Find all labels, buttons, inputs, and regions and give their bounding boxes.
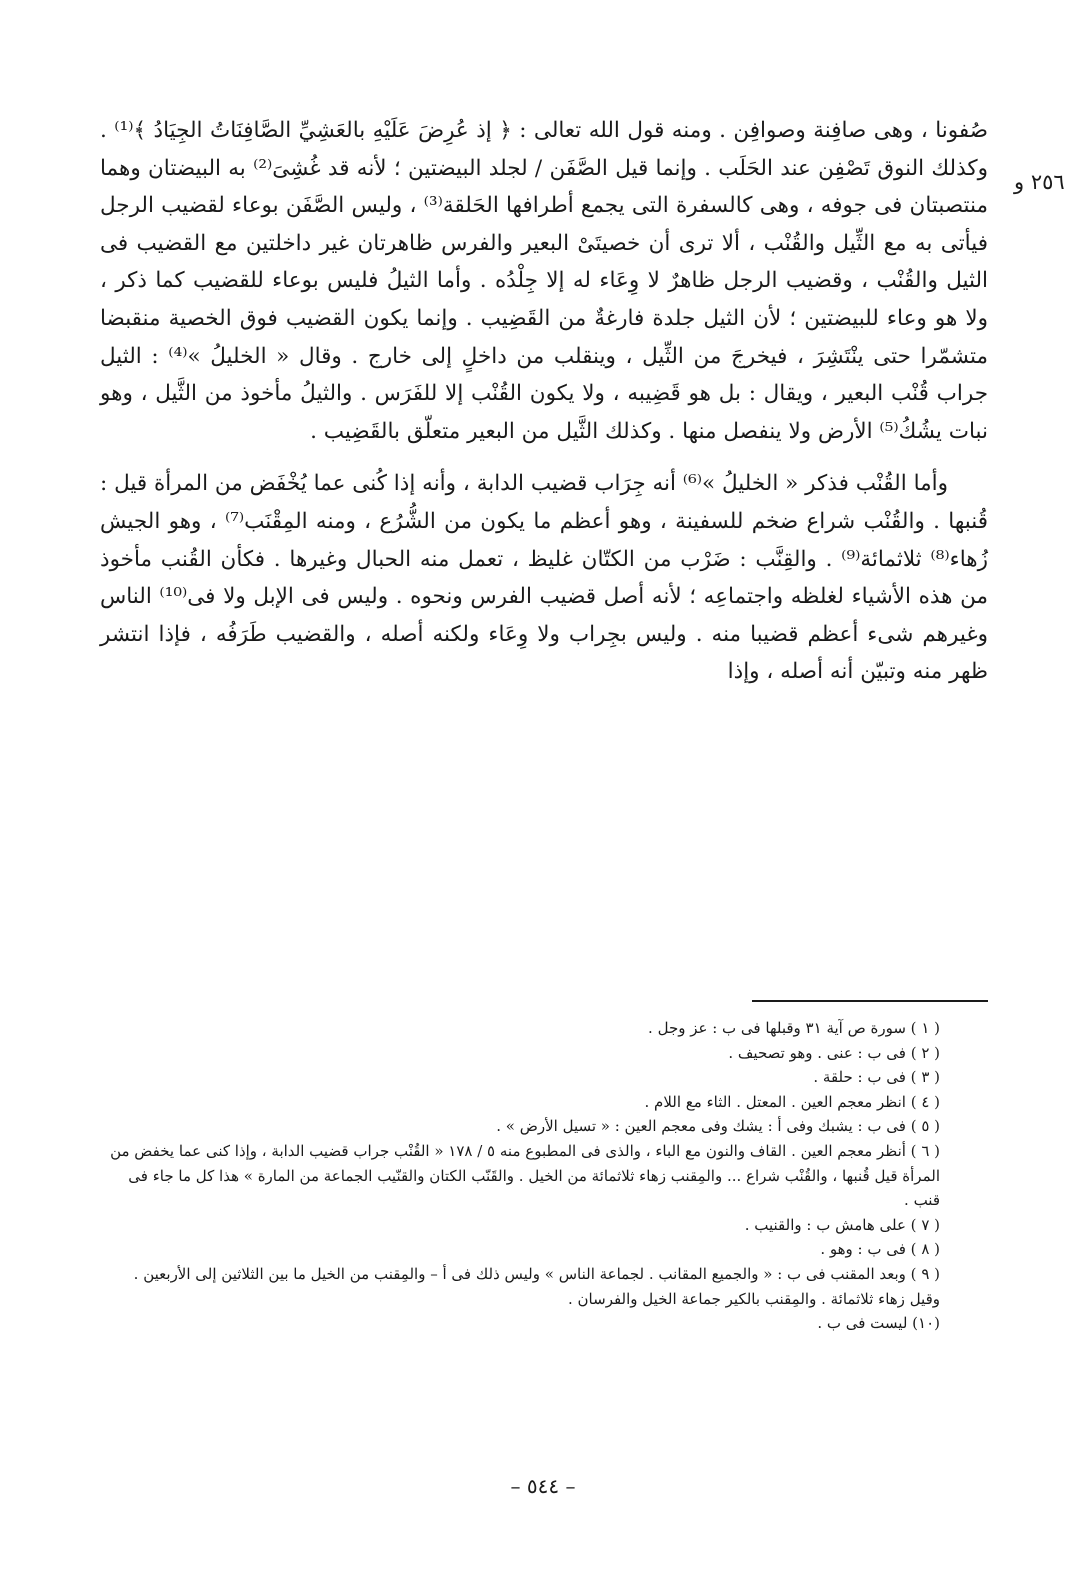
footnote: ( ٧ ) على هامش ب : والقنيب . <box>744 1215 940 1234</box>
paragraph: وأما القُنْب فذكر « الخليلُ »⁽⁶⁾ أنه جِرَاب قضيب الدابة ، وأنه إذا كُنى عما يُخْفَض من المرأة قيل : قُنبها . والقُنْب شراع ضخم للسفينة ، وهو أعظم ما يكون من الشُّرُع ، ومنه المِقْنَب⁽⁷⁾ ، وهو الجيش زُهاء⁽⁸⁾ ثلاثمائة⁽⁹⁾ . والقِنَّب : ضَرْب من الكتّان غليظ ، تعمل منه الحبال وغيرها . فكأن القُنب مأخوذ من هذه الأشياء لغلظه واجتماعِه ؛ لأنه أصل قضيب الفرس ونحوه . وليس فى الإبل ولا فى⁽¹⁰⁾ الناس وغيرهم شىء أعظم قضيبا منه . وليس بجِراب ولا وِعَاء ولكنه أصله ، والقضيب طَرَفُه ، فإذا انتشر ظهر منه وتبيّن أنه أصله ، وإذا <box>100 471 988 685</box>
footnote: ( ٦ ) أنظر معجم العين . القاف والنون مع الباء ، والذى فى المطبوع منه ٥ / ١٧٨ « القُنْب جراب قضيب الدابة ، وإذا كنى عما يخفض من المرأة قيل قُنبها ، والقُنْب شراع ... والمِقنب زهاء ثلاثمائة من الخيل . والقَنّب الكتان والقنّيب الجماعة من المارة » هذا كل ما جاء فى قنب . <box>110 1141 940 1210</box>
footnote: ( ٨ ) فى ب : وهو . <box>820 1240 940 1259</box>
footnotes <box>100 1016 940 1336</box>
margin-folio-marker: ٢٥٦ و <box>1014 170 1065 194</box>
footnote: ( ٣ ) فى ب : حلقة . <box>813 1068 940 1087</box>
footnote: ( ٢ ) فى ب : عنى . وهو تصحيف . <box>728 1043 940 1062</box>
main-text <box>100 112 988 691</box>
footnote-separator <box>752 1000 988 1002</box>
footnote: ( ٥ ) فى ب : يشبك وفى أ : يشك وفى معجم العين : « تسيل الأرض » . <box>496 1117 940 1136</box>
footnote: ( ٤ ) انظر معجم العين . المعتل . الثاء مع اللام . <box>644 1092 940 1111</box>
footnote: ( ٩ ) وبعد المقنب فى ب : « والجميع المقانب . لجماعة الناس » وليس ذلك فى أ – والمِقنب من الخيل ما بين الثلاثين إلى الأربعين . وقيل زهاء ثلاثمائة . والمِقنب بالكير جماعة الخيل والفرسان . <box>133 1264 940 1308</box>
page-number: – ٥٤٤ – <box>510 1474 576 1498</box>
paragraph: صُفونا ، وهى صافِنة وصوافِن . ومنه قول الله تعالى : ﴿ إذ عُرِضَ عَلَيْهِ بالعَشِيِّ الصَّافِنَاتُ الجِيَادُ ﴾⁽¹⁾ . وكذلك النوق تَصْفِن عند الحَلَب . وإنما قيل الصَّفَن / لجلد البيضتين ؛ لأنه قد غُشِىَ⁽²⁾ به البيضتان وهما منتصبتان فى جوفه ، وهى كالسفرة التى يجمع أطرافها الحَلقة⁽³⁾ ، وليس الصَّفَن بوعاء لقضيب الرجل فيأتى به مع الثِّيل والقُنْب ، ألا ترى أن خصيتَىْ البعير والفرس ظاهرتان غير داخلتين مع القضيب فى الثيل والقُنْب ، وقضيب الرجل ظاهرٌ لا وِعَاء له إلا جِلْدُه . وأما الثيلُ فليس بوعاء للقضيب كما ذكر ، ولا هو وعاء للبيضتين ؛ لأن الثيل جلدة فارغةٌ من القَضِيب . وإنما يكون القضيب فوق الخصية منقبضا متشمّرا حتى ينْتَشِرَ ، فيخرجَ من الثِّيل ، وينقلب من داخلٍ إلى خارج . وقال « الخليلُ »⁽⁴⁾ : الثيل جراب قُنْب البعير ، ويقال : بل هو قَضِيبه ، ولا يكون القُنْب إلا للفَرَس . والثيلُ مأخوذ من الثَّيل ، وهو نبات يشُكُ⁽⁵⁾ الأرض ولا ينفصل منها . وكذلك الثَّيل من البعير متعلّق بالقَضِيب . <box>100 118 988 444</box>
footnote: ( ١ ) سورة ص آية ٣١ وقبلها فى ب : عز وجل . <box>648 1019 940 1037</box>
footnote: (١٠) ليست فى ب . <box>817 1314 940 1333</box>
